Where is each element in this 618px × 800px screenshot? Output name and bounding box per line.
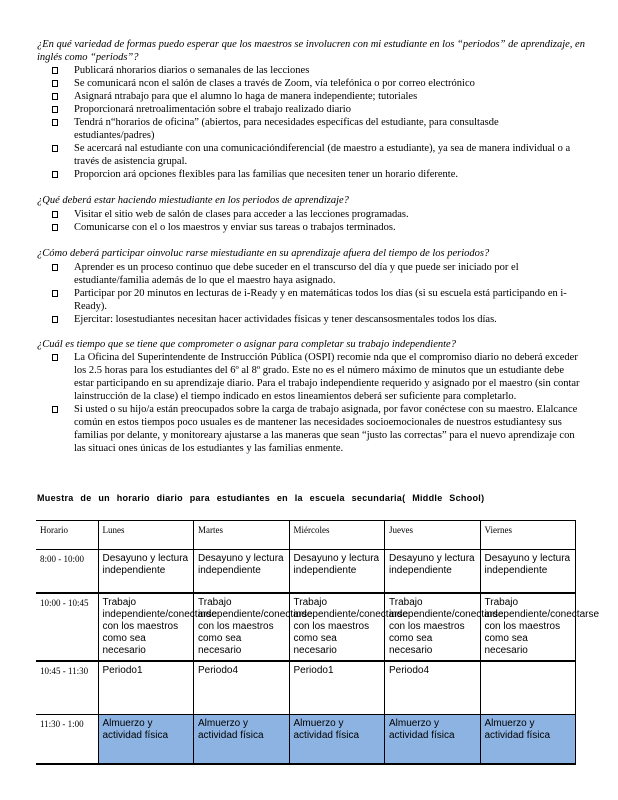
- bullet-list-2: [52, 208, 580, 234]
- table-cell: Periodo1: [98, 661, 194, 715]
- header-cell: Viernes: [480, 521, 576, 550]
- bullet-icon: [52, 406, 58, 413]
- table-row: [36, 550, 576, 594]
- time-cell: 11:30 - 1:00: [36, 715, 98, 765]
- bullet-list-3: [52, 261, 580, 326]
- bullet-icon: [52, 290, 58, 297]
- header-cell: Miércoles: [289, 521, 385, 550]
- bullet-icon: [52, 224, 58, 231]
- table-cell: Periodo1: [289, 661, 385, 715]
- table-cell: Desayuno y lectura independiente: [289, 550, 385, 594]
- table-cell: Trabajo independiente/conectarse con los maestros como sea necesario: [289, 593, 385, 661]
- table-cell: Almuerzo y actividad física: [98, 715, 194, 765]
- list-item: Asignará ntrabajo para que el alumno lo haga de manera independiente; tutoriales: [52, 90, 580, 103]
- header-cell: Martes: [194, 521, 290, 550]
- list-item: Proporcion ará opciones flexibles para las familias que necesiten tener un horario diferente.: [52, 168, 580, 181]
- list-item: Participar por 20 minutos en lecturas de i-Ready y en matemáticas todos los días (si su escuela está participando en i-Ready).: [52, 287, 580, 313]
- list-item: Ejercitar: losestudiantes necesitan hacer actividades físicas y tener descansosmentales todos los días.: [52, 313, 580, 326]
- time-cell: 8:00 - 10:00: [36, 550, 98, 594]
- list-item: Se comunicará ncon el salón de clases a través de Zoom, vía telefónica o por correo electrónico: [52, 77, 580, 90]
- header-cell: Horario: [36, 521, 98, 550]
- list-item: Si usted o su hijo/a están preocupados sobre la carga de trabajo asignada, por favor conéctese con su maestro. Elalcance común en estos tiempos poco usuales es de mantener las necesidades socioemocionales de nuestros estudiantesy sus familias por delante, y monitoreary ajustarse a las maneras que sean “justo las correctas” para el nuevo aprendizaje con las situaci ones únicas de los estudiantes y las familias enmente.: [52, 403, 580, 455]
- bullet-icon: [52, 354, 58, 361]
- question-3: ¿Cómo deberá participar oinvoluc rarse miestudiante en su aprendizaje afuera del tiempo de los periodos?: [37, 248, 490, 259]
- table-cell: Desayuno y lectura independiente: [385, 550, 481, 594]
- list-item: La Oficina del Superintendente de Instrucción Pública (OSPI) recomie nda que el compromiso diario no deberá exceder los 2.5 horas para los estudiantes del 6º al 8º grado. Este no es el número máximo de minutos que un estudiante debe estar participando en su aprendizaje diario. Para el trabajo independiente requerido y asignado por el maestro (sin contar lainstrucción de la clase) el tiempo indicado en estos lineamientos deberá ser suficiente para completarlo.: [52, 351, 580, 403]
- table-cell: Desayuno y lectura independiente: [480, 550, 576, 594]
- table-cell: Periodo4: [194, 661, 290, 715]
- time-cell: 10:45 - 11:30: [36, 661, 98, 715]
- bullet-icon: [52, 80, 58, 87]
- list-item: Proporcionará nretroalimentación sobre el trabajo realizado diario: [52, 103, 580, 116]
- table-cell: Almuerzo y actividad física: [385, 715, 481, 765]
- bullet-icon: [52, 67, 58, 74]
- table-cell: Periodo4: [385, 661, 481, 715]
- bullet-icon: [52, 119, 58, 126]
- table-row: [36, 715, 576, 765]
- list-item: Aprender es un proceso continuo que debe suceder en el transcurso del día y que puede ser iniciado por el estudiante/familia además de lo que el maestro haya asignado.: [52, 261, 580, 287]
- table-cell: Trabajo independiente/conectarse con los maestros como sea necesario: [385, 593, 481, 661]
- table-row: [36, 593, 576, 661]
- question-4: ¿Cuál es tiempo que se tiene que comprometer o asignar para completar su trabajo independiente?: [37, 339, 456, 350]
- schedule-title: Muestra de un horario diario para estudiantes en la escuela secundaria( Middle School): [37, 493, 485, 503]
- list-item: Comunicarse con el o los maestros y enviar sus tareas o trabajos terminados.: [52, 221, 580, 234]
- bullet-list-4: [52, 351, 580, 455]
- bullet-list-1: [52, 64, 580, 181]
- table-cell: [480, 661, 576, 715]
- header-cell: Jueves: [385, 521, 481, 550]
- table-cell: Trabajo independiente/conectarse con los maestros como sea necesario: [480, 593, 576, 661]
- bullet-icon: [52, 106, 58, 113]
- table-cell: Desayuno y lectura independiente: [194, 550, 290, 594]
- schedule-header-row: [36, 521, 576, 550]
- time-cell: 10:00 - 10:45: [36, 593, 98, 661]
- schedule-table: [36, 520, 600, 765]
- question-1: ¿En qué variedad de formas puedo esperar que los maestros se involucren con mi estudiante en los “periodos” de aprendizaje, en inglés como “periods”?: [37, 39, 585, 63]
- bullet-icon: [52, 264, 58, 271]
- table-cell: Desayuno y lectura independiente: [98, 550, 194, 594]
- bullet-icon: [52, 211, 58, 218]
- bullet-icon: [52, 93, 58, 100]
- bullet-icon: [52, 171, 58, 178]
- table-row: [36, 661, 576, 715]
- list-item: Se acercará nal estudiante con una comunicacióndiferencial (de maestro a estudiante), ya sea de manera individual o a través de asistencia grupal.: [52, 142, 580, 168]
- list-item: Visitar el sitio web de salón de clases para acceder a las lecciones programadas.: [52, 208, 580, 221]
- list-item: Publicará nhorarios diarios o semanales de las lecciones: [52, 64, 580, 77]
- table-cell: Trabajo independiente/conectarse con los maestros como sea necesario: [194, 593, 290, 661]
- table-cell: Trabajo independiente/conectarse con los maestros como sea necesario: [98, 593, 194, 661]
- header-cell: Lunes: [98, 521, 194, 550]
- table-cell: Almuerzo y actividad física: [480, 715, 576, 765]
- bullet-icon: [52, 145, 58, 152]
- bullet-icon: [52, 316, 58, 323]
- table-cell: Almuerzo y actividad física: [194, 715, 290, 765]
- list-item: Tendrá n“horarios de oficina” (abiertos, para necesidades específicas del estudiante, para consultasde estudiantes/padres): [52, 116, 580, 142]
- question-2: ¿Qué deberá estar haciendo miestudiante en los periodos de aprendizaje?: [37, 195, 349, 206]
- table-cell: Almuerzo y actividad física: [289, 715, 385, 765]
